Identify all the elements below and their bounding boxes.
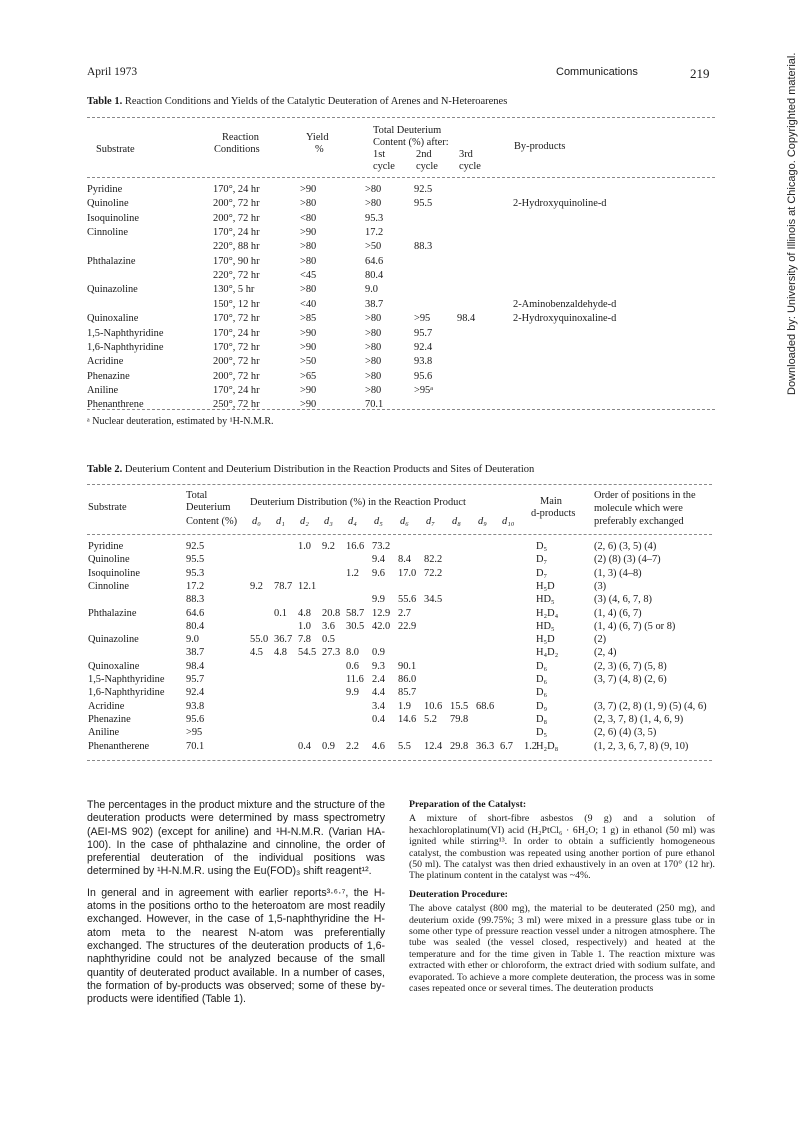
t1-cell-c1: 95.3 xyxy=(365,213,384,224)
t2-cell-total: >95 xyxy=(186,727,203,738)
t1-cell-conditions: 150°, 12 hr xyxy=(213,299,260,310)
t2-cell-d3: 0.5 xyxy=(322,634,335,645)
t2-cell-d6: 90.1 xyxy=(398,661,417,672)
t2-cell-d7: 34.5 xyxy=(424,594,443,605)
t1-cell-c2: >95ᵃ xyxy=(414,385,434,396)
t2-cell-d1: 36.7 xyxy=(274,634,293,645)
t2-cell-order: (2, 6) (3, 5) (4) xyxy=(594,541,657,552)
t2-cell-order: (3) (4, 6, 7, 8) xyxy=(594,594,653,605)
t2-cell-d3: 0.9 xyxy=(322,741,335,752)
t1-cell-c2: 93.8 xyxy=(414,356,433,367)
t2-head-substrate: Substrate xyxy=(88,502,127,513)
t2-cell-d4: 9.9 xyxy=(346,687,359,698)
t1-cell-c1: >80 xyxy=(365,198,382,209)
t2-cell-d2: 1.0 xyxy=(298,621,311,632)
t1-cell-conditions: 200°, 72 hr xyxy=(213,371,260,382)
table1-footnote: ᵃ Nuclear deuteration, estimated by ¹H-N.M.R. xyxy=(87,416,274,427)
t1-cell-substrate: Quinoxaline xyxy=(87,313,139,324)
body-left-para-1: The percentages in the product mixture and the structure of the deuteration products were determined by mass spectrometry (AEI-MS 902) (except for aniline) and ¹H-N.M.R. (Varian HA-100). In the case of phthalazine and cinnoline, the order of preferential deuteration of the individual positions was determined by ¹H-N.M.R. using the Eu(FOD)₃ shift reagent¹². xyxy=(87,799,385,878)
t2-cell-d7: 5.2 xyxy=(424,714,437,725)
t1-cell-yield: >90 xyxy=(300,227,317,238)
t1-cell-byproducts: 2-Hydroxyquinoline-d xyxy=(513,198,607,209)
t2-cell-d5: 2.4 xyxy=(372,674,385,685)
table2-caption-text: Deuterium Content and Deuterium Distribution in the Reaction Products and Sites of Deuteration xyxy=(124,464,535,475)
t2-head-distribution: Deuterium Distribution (%) in the Reaction Product xyxy=(250,497,466,508)
t2-cell-d9: 36.3 xyxy=(476,741,495,752)
t1-cell-c2: 92.4 xyxy=(414,342,433,353)
t2-cell-d7: 12.4 xyxy=(424,741,443,752)
t1-cell-yield: <40 xyxy=(300,299,317,310)
t1-head-byproducts: By-products xyxy=(514,141,566,152)
t1-cell-conditions: 200°, 72 hr xyxy=(213,356,260,367)
t2-cell-order: (1, 4) (6, 7) xyxy=(594,608,642,619)
t2-cell-order: (1, 4) (6, 7) (5 or 8) xyxy=(594,621,676,632)
t2-cell-d4: 0.6 xyxy=(346,661,359,672)
t2-cell-main: HD₅ xyxy=(536,621,555,632)
t2-cell-order: (2, 3) (6, 7) (5, 8) xyxy=(594,661,667,672)
t1-cell-c2: 95.6 xyxy=(414,371,433,382)
t2-cell-d6: 5.5 xyxy=(398,741,411,752)
t1-cell-conditions: 170°, 24 hr xyxy=(213,328,260,339)
t2-cell-d6: 1.9 xyxy=(398,701,411,712)
t2-cell-order: (1, 3) (4–8) xyxy=(594,568,642,579)
t2-cell-substrate: Phenantherene xyxy=(88,741,150,752)
t1-cell-c1: 9.0 xyxy=(365,284,378,295)
t2-cell-d8: 29.8 xyxy=(450,741,469,752)
t1-cell-c1: >80 xyxy=(365,385,382,396)
t2-cell-d5: 9.3 xyxy=(372,661,385,672)
t1-head-cycle3-a: 3rd xyxy=(459,149,473,160)
t2-cell-d9: 68.6 xyxy=(476,701,495,712)
t2-cell-order: (2) (8) (3) (4–7) xyxy=(594,554,661,565)
t1-cell-byproducts: 2-Aminobenzaldehyde-d xyxy=(513,299,617,310)
t2-cell-substrate: Phthalazine xyxy=(88,608,137,619)
t2-cell-total: 93.8 xyxy=(186,701,205,712)
t2-cell-d2: 4.8 xyxy=(298,608,311,619)
t2-cell-order: (3, 7) (2, 8) (1, 9) (5) (4, 6) xyxy=(594,701,707,712)
t1-cell-substrate: Phenazine xyxy=(87,371,130,382)
t2-head-order-2: molecule which were xyxy=(594,503,683,514)
t2-cell-substrate: Acridine xyxy=(88,701,125,712)
t2-head-d-label: d₂ xyxy=(300,516,309,527)
t2-cell-main: D₈ xyxy=(536,714,548,725)
t2-cell-substrate: Cinnoline xyxy=(88,581,129,592)
t2-cell-d0: 55.0 xyxy=(250,634,269,645)
t1-head-total-2: Content (%) after: xyxy=(373,137,449,148)
t1-head-cycle1-b: cycle xyxy=(373,161,395,172)
t1-cell-yield: >90 xyxy=(300,328,317,339)
table1-caption-text: Reaction Conditions and Yields of the Catalytic Deuteration of Arenes and N-Heteroarenes xyxy=(124,96,508,107)
t2-cell-total: 92.5 xyxy=(186,541,205,552)
t2-cell-total: 88.3 xyxy=(186,594,205,605)
t1-cell-yield: >65 xyxy=(300,371,317,382)
t2-cell-main: H₄D₂ xyxy=(536,647,559,658)
t2-cell-d4: 2.2 xyxy=(346,741,359,752)
t1-cell-yield: >90 xyxy=(300,342,317,353)
t2-cell-d4: 16.6 xyxy=(346,541,365,552)
t2-cell-total: 95.7 xyxy=(186,674,205,685)
t2-cell-main: D₆ xyxy=(536,674,548,685)
t2-cell-substrate: Aniline xyxy=(88,727,120,738)
t1-cell-conditions: 170°, 24 hr xyxy=(213,184,260,195)
t1-cell-substrate: Quinoline xyxy=(87,198,129,209)
t1-cell-yield: >90 xyxy=(300,399,317,410)
t2-cell-d4: 11.6 xyxy=(346,674,364,685)
t2-cell-d6: 22.9 xyxy=(398,621,417,632)
t1-cell-conditions: 220°, 88 hr xyxy=(213,241,260,252)
t2-head-d-label: d₈ xyxy=(452,516,461,527)
t1-head-yield-1: Yield xyxy=(306,132,329,143)
t2-cell-main: H₅D xyxy=(536,581,555,592)
t1-cell-substrate: Quinazoline xyxy=(87,284,138,295)
t2-cell-d7: 10.6 xyxy=(424,701,443,712)
t2-cell-d6: 55.6 xyxy=(398,594,417,605)
table2-caption xyxy=(87,464,534,475)
t1-cell-yield: >90 xyxy=(300,385,317,396)
t2-head-main-2: d-products xyxy=(531,508,576,519)
t2-cell-substrate: Quinoxaline xyxy=(88,661,140,672)
t1-cell-conditions: 170°, 24 hr xyxy=(213,385,260,396)
t1-cell-substrate: Pyridine xyxy=(87,184,123,195)
t2-cell-substrate: Pyridine xyxy=(88,541,124,552)
deuteration-heading: Deuteration Procedure: xyxy=(409,888,508,900)
t1-cell-c1: >80 xyxy=(365,356,382,367)
t1-cell-c1: >80 xyxy=(365,371,382,382)
t1-head-conditions-1: Reaction xyxy=(222,132,259,143)
t1-cell-yield: >80 xyxy=(300,241,317,252)
t1-cell-c2: 95.7 xyxy=(414,328,433,339)
t2-cell-d4: 1.2 xyxy=(346,568,359,579)
t2-cell-order: (2, 4) xyxy=(594,647,617,658)
table1-bottom-rule xyxy=(87,409,715,410)
t1-cell-conditions: 170°, 24 hr xyxy=(213,227,260,238)
t2-cell-total: 70.1 xyxy=(186,741,205,752)
running-header-date: April 1973 xyxy=(87,66,138,78)
t1-cell-c2: 92.5 xyxy=(414,184,433,195)
t2-cell-d2: 54.5 xyxy=(298,647,317,658)
t2-head-d-label: d₃ xyxy=(324,516,333,527)
t2-cell-d5: 0.9 xyxy=(372,647,385,658)
t1-cell-c1: 38.7 xyxy=(365,299,384,310)
t2-head-total-2: Deuterium xyxy=(186,502,231,513)
t2-cell-total: 17.2 xyxy=(186,581,205,592)
t2-cell-total: 38.7 xyxy=(186,647,205,658)
t2-cell-d5: 12.9 xyxy=(372,608,391,619)
t2-cell-total: 92.4 xyxy=(186,687,205,698)
t2-head-d-label: d₅ xyxy=(374,516,383,527)
t2-head-d-label: d₉ xyxy=(478,516,487,527)
t2-cell-d1: 78.7 xyxy=(274,581,293,592)
t2-cell-d6: 86.0 xyxy=(398,674,417,685)
t1-cell-substrate: 1,6-Naphthyridine xyxy=(87,342,164,353)
t2-head-total-3: Content (%) xyxy=(186,516,238,527)
t1-cell-yield: >85 xyxy=(300,313,317,324)
deuteration-para: The above catalyst (800 mg), the material to be deuterated (250 mg), and deuterium oxide (99.75%; 3 ml) were mixed in a pressure glass tube or in some other type of pressure reaction vessel under a nitrogen atmosphere. The tube was sealed (the vessel closed, respectively) and heated at the temperature and for the time given in Table 1. The reaction mixture was extracted with ether or chloroform, the extract dried with sodium sulfate, and evaporated. To achieve a more complete deuteration, the process was in some cases repeated once or several times. The deuteration products xyxy=(409,903,715,995)
t2-cell-d11: 1.2 xyxy=(524,741,537,752)
t2-cell-d6: 17.0 xyxy=(398,568,417,579)
t2-cell-d3: 20.8 xyxy=(322,608,341,619)
t1-cell-conditions: 200°, 72 hr xyxy=(213,198,260,209)
t2-head-total-1: Total xyxy=(186,490,208,501)
table2-caption-label: Table 2. xyxy=(87,464,123,475)
t2-cell-main: D₇ xyxy=(536,554,548,565)
t1-cell-c1: 70.1 xyxy=(365,399,384,410)
body-right-column xyxy=(409,799,715,1002)
t2-cell-main: D₅ xyxy=(536,727,548,738)
t2-cell-substrate: Phenazine xyxy=(88,714,131,725)
t1-head-cycle1-a: 1st xyxy=(373,149,386,160)
t2-cell-d1: 0.1 xyxy=(274,608,287,619)
t1-head-conditions-2: Conditions xyxy=(214,144,260,155)
t2-cell-d5: 3.4 xyxy=(372,701,385,712)
t1-cell-c2: >95 xyxy=(414,313,431,324)
t1-cell-substrate: Aniline xyxy=(87,385,119,396)
t2-cell-main: D₇ xyxy=(536,568,548,579)
t1-cell-c1: >80 xyxy=(365,313,382,324)
t2-cell-d4: 8.0 xyxy=(346,647,359,658)
t2-head-d-label: d₁ xyxy=(276,516,285,527)
t1-cell-yield: >50 xyxy=(300,356,317,367)
t2-cell-d1: 4.8 xyxy=(274,647,287,658)
t2-cell-order: (1, 2, 3, 6, 7, 8) (9, 10) xyxy=(594,741,689,752)
t2-cell-main: H₂D₈ xyxy=(536,741,559,752)
t2-cell-total: 98.4 xyxy=(186,661,205,672)
t2-cell-d2: 12.1 xyxy=(298,581,317,592)
t2-cell-d4: 30.5 xyxy=(346,621,365,632)
t2-cell-d5: 0.4 xyxy=(372,714,385,725)
t1-cell-substrate: Cinnoline xyxy=(87,227,128,238)
t2-cell-d6: 85.7 xyxy=(398,687,417,698)
table2-bottom-rule xyxy=(87,760,712,761)
t1-cell-c1: 80.4 xyxy=(365,270,384,281)
t2-cell-d10: 6.7 xyxy=(500,741,513,752)
t2-cell-total: 9.0 xyxy=(186,634,199,645)
t2-cell-d5: 9.6 xyxy=(372,568,385,579)
t1-cell-substrate: Isoquinoline xyxy=(87,213,139,224)
t1-cell-c3: 98.4 xyxy=(457,313,476,324)
t1-head-substrate: Substrate xyxy=(96,144,135,155)
page-number: 219 xyxy=(690,66,710,81)
t2-cell-main: H₅D xyxy=(536,634,555,645)
t2-cell-main: D₅ xyxy=(536,541,548,552)
catalyst-heading: Preparation of the Catalyst: xyxy=(409,799,527,810)
table2-head-rule xyxy=(87,534,712,535)
t1-cell-c1: >80 xyxy=(365,184,382,195)
t1-cell-byproducts: 2-Hydroxyquinoxaline-d xyxy=(513,313,617,324)
t2-cell-main: D₆ xyxy=(536,661,548,672)
t1-cell-c1: 64.6 xyxy=(365,256,384,267)
t2-cell-order: (3, 7) (4, 8) (2, 6) xyxy=(594,674,667,685)
t2-head-d-label: d₇ xyxy=(426,516,435,527)
t1-cell-conditions: 130°, 5 hr xyxy=(213,284,255,295)
t1-cell-yield: <80 xyxy=(300,213,317,224)
table1-top-rule xyxy=(87,117,715,118)
t2-cell-d5: 4.4 xyxy=(372,687,385,698)
t2-cell-d6: 8.4 xyxy=(398,554,411,565)
t2-cell-order: (3) xyxy=(594,581,607,592)
t2-cell-total: 95.6 xyxy=(186,714,205,725)
t2-cell-order: (2, 3, 7, 8) (1, 4, 6, 9) xyxy=(594,714,684,725)
t2-head-d-label: d₄ xyxy=(348,516,357,527)
t2-cell-substrate: 1,5-Naphthyridine xyxy=(88,674,165,685)
t2-cell-d6: 14.6 xyxy=(398,714,417,725)
t2-cell-d4: 58.7 xyxy=(346,608,365,619)
t2-cell-d2: 0.4 xyxy=(298,741,311,752)
t1-cell-c1: >50 xyxy=(365,241,382,252)
t2-cell-main: D₉ xyxy=(536,701,548,712)
t1-cell-yield: >80 xyxy=(300,284,317,295)
t2-cell-d8: 15.5 xyxy=(450,701,469,712)
table1-head-rule xyxy=(87,177,715,178)
t1-cell-substrate: Phenanthrene xyxy=(87,399,144,410)
t1-cell-yield: >90 xyxy=(300,184,317,195)
t1-cell-conditions: 200°, 72 hr xyxy=(213,213,260,224)
catalyst-para: A mixture of short-fibre asbestos (9 g) and a solution of hexachloroplatinum(VI) acid (H₂PtCl₆ · 6H₂O; 1 g) in ethanol (50 ml) was ignited while stirring¹³. In order to obtain a sufficiently homogeneous catalyst, the combustion was repeated using another portion of pure ethanol (50 ml). The catalyst was then dried exhaustively in an oven at 170° (12 hr). The platinum content in the catalyst was ~4%. xyxy=(409,813,715,882)
t2-cell-d0: 4.5 xyxy=(250,647,263,658)
table1-caption xyxy=(87,96,507,107)
t1-cell-conditions: 220°, 72 hr xyxy=(213,270,260,281)
t2-cell-d3: 9.2 xyxy=(322,541,335,552)
t2-cell-d5: 9.9 xyxy=(372,594,385,605)
t1-cell-substrate: 1,5-Naphthyridine xyxy=(87,328,164,339)
t2-cell-d2: 1.0 xyxy=(298,541,311,552)
t1-cell-c2: 95.5 xyxy=(414,198,433,209)
t1-head-cycle2-a: 2nd xyxy=(416,149,432,160)
t2-cell-d7: 82.2 xyxy=(424,554,443,565)
running-header-section: Communications xyxy=(556,66,638,78)
table2-top-rule xyxy=(87,484,712,485)
t1-cell-c2: 88.3 xyxy=(414,241,433,252)
t2-cell-total: 80.4 xyxy=(186,621,205,632)
t2-cell-order: (2) xyxy=(594,634,607,645)
t1-cell-substrate: Acridine xyxy=(87,356,124,367)
t2-cell-substrate: Quinazoline xyxy=(88,634,139,645)
t1-cell-yield: >80 xyxy=(300,198,317,209)
t1-cell-conditions: 250°, 72 hr xyxy=(213,399,260,410)
t2-cell-d3: 27.3 xyxy=(322,647,341,658)
t2-head-d-label: d₁₀ xyxy=(502,516,515,527)
t1-head-yield-2: % xyxy=(315,144,324,155)
t2-cell-d3: 3.6 xyxy=(322,621,335,632)
t2-cell-main: D₆ xyxy=(536,687,548,698)
t2-head-order-1: Order of positions in the xyxy=(594,490,696,501)
t1-cell-substrate: Phthalazine xyxy=(87,256,136,267)
t2-cell-d5: 9.4 xyxy=(372,554,385,565)
t2-cell-total: 95.3 xyxy=(186,568,205,579)
t2-cell-total: 95.5 xyxy=(186,554,205,565)
t1-cell-c1: 17.2 xyxy=(365,227,384,238)
t2-cell-total: 64.6 xyxy=(186,608,205,619)
t1-cell-conditions: 170°, 90 hr xyxy=(213,256,260,267)
t2-cell-main: HD₅ xyxy=(536,594,555,605)
t2-cell-d5: 4.6 xyxy=(372,741,385,752)
t2-head-main-1: Main xyxy=(540,496,562,507)
t2-cell-substrate: 1,6-Naphthyridine xyxy=(88,687,165,698)
t2-cell-main: H₂D₄ xyxy=(536,608,559,619)
t1-cell-c1: >80 xyxy=(365,328,382,339)
t2-cell-d6: 2.7 xyxy=(398,608,411,619)
t2-cell-d0: 9.2 xyxy=(250,581,263,592)
t2-cell-d8: 79.8 xyxy=(450,714,469,725)
t1-cell-yield: <45 xyxy=(300,270,317,281)
t2-head-order-3: preferably exchanged xyxy=(594,516,684,527)
t1-head-cycle3-b: cycle xyxy=(459,161,481,172)
t1-cell-conditions: 170°, 72 hr xyxy=(213,313,260,324)
table1-caption-label: Table 1. xyxy=(87,96,123,107)
t2-cell-d2: 7.8 xyxy=(298,634,311,645)
side-watermark-text: Downloaded by: University of Illinois at Chicago. Copyrighted material. xyxy=(786,52,798,395)
t2-head-d-label: d₆ xyxy=(400,516,409,527)
t1-cell-c1: >80 xyxy=(365,342,382,353)
t2-cell-d5: 42.0 xyxy=(372,621,391,632)
t2-cell-d5: 73.2 xyxy=(372,541,391,552)
t2-cell-substrate: Isoquinoline xyxy=(88,568,140,579)
t1-cell-conditions: 170°, 72 hr xyxy=(213,342,260,353)
t1-head-total-1: Total Deuterium xyxy=(373,125,442,136)
t2-cell-d7: 72.2 xyxy=(424,568,443,579)
body-left-para-2: In general and in agreement with earlier reports³·⁶·⁷, the H-atoms in the positions ortho to the heteroatom are most readily exchanged. However, in the case of 1,5-naphthyridine the H-atom meta to the nearest N-atom was preferentially exchanged. The structures of the deuteration products of 1,6-naphthyridine could not be analyzed because of the small quantity of deuterated product available. In a number of cases, the formation of by-products was observed; some of these by-products were identified (Table 1). xyxy=(87,886,385,1006)
t1-cell-yield: >80 xyxy=(300,256,317,267)
t2-cell-substrate: Quinoline xyxy=(88,554,130,565)
t1-head-cycle2-b: cycle xyxy=(416,161,438,172)
t2-head-d-label: d₀ xyxy=(252,516,261,527)
body-left-column xyxy=(87,799,385,1014)
t2-cell-order: (2, 6) (4) (3, 5) xyxy=(594,727,657,738)
